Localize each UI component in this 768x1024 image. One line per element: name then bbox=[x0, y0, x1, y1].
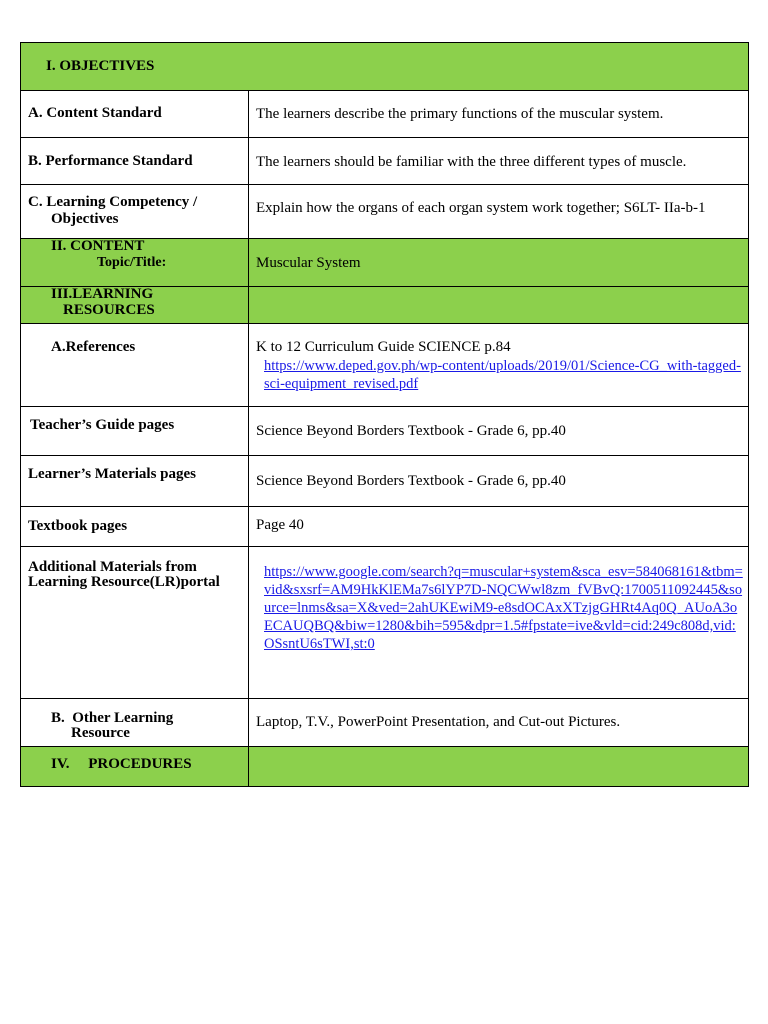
other-resource-label-line1: B. Other Learning bbox=[51, 710, 174, 726]
content-label: II. CONTENT bbox=[51, 238, 145, 254]
procedures-label: IV. PROCEDURES bbox=[51, 756, 192, 772]
content-row bbox=[21, 239, 749, 287]
additional-materials-link[interactable]: https://www.google.com/search?q=muscular+system&sca_esv=584068161&tbm=vid&sxsrf=AM9HkKlEMa7s6lYP7D-NQCWwl8zm_fVBvQ:1700511092445&source=lnms&sa=X&ved=2ahUKEwiM9-e8sdOCAxXTzjgGHRt4Aq0Q_AUoA3oECAUQBQ&biw=1280&bih=595&dpr=1.5#fpstate=ive&vld=cid:249c808d,vid:OSsntU6sTWI,st:0 bbox=[264, 564, 743, 652]
textbook-row bbox=[21, 507, 749, 547]
topic-title-value: Muscular System bbox=[256, 255, 361, 271]
references-row bbox=[21, 324, 749, 407]
learners-materials-value: Science Beyond Borders Textbook - Grade 6, pp.40 bbox=[256, 473, 566, 489]
objectives-label: I. OBJECTIVES bbox=[46, 58, 155, 74]
additional-materials-label-line1: Additional Materials from bbox=[28, 559, 197, 575]
learners-materials-label: Learner’s Materials pages bbox=[28, 466, 197, 482]
learning-resources-row bbox=[21, 287, 749, 324]
additional-materials-label-line2: Learning Resource(LR)portal bbox=[28, 574, 220, 590]
lesson-plan-table bbox=[20, 42, 749, 787]
learning-competency-value: Explain how the organs of each organ system work together; S6LT- IIa-b-1 bbox=[256, 200, 706, 216]
teachers-guide-label: Teacher’s Guide pages bbox=[30, 417, 175, 433]
objectives-header-row bbox=[21, 43, 749, 91]
learning-competency-label-line1: C. Learning Competency / bbox=[28, 194, 198, 210]
teachers-guide-value: Science Beyond Borders Textbook - Grade 6, pp.40 bbox=[256, 423, 566, 439]
learning-resources-label-line1: III.LEARNING bbox=[51, 286, 154, 302]
curriculum-guide-link[interactable]: https://www.deped.gov.ph/wp-content/uploads/2019/01/Science-CG_with-tagged-sci-equipment_revised.pdf bbox=[264, 358, 741, 392]
learning-competency-row bbox=[21, 185, 749, 239]
procedures-row bbox=[21, 747, 749, 787]
performance-standard-label: B. Performance Standard bbox=[28, 153, 193, 169]
textbook-value: Page 40 bbox=[256, 517, 304, 533]
content-standard-row bbox=[21, 91, 749, 138]
textbook-label: Textbook pages bbox=[28, 518, 128, 534]
other-resource-label-line2: Resource bbox=[71, 725, 130, 741]
topic-title-label: Topic/Title: bbox=[97, 255, 167, 270]
other-resource-value: Laptop, T.V., PowerPoint Presentation, and Cut-out Pictures. bbox=[256, 714, 621, 730]
teachers-guide-row bbox=[21, 407, 749, 456]
objectives-header-cell bbox=[21, 43, 749, 91]
performance-standard-value: The learners should be familiar with the three different types of muscle. bbox=[256, 154, 687, 170]
references-value: K to 12 Curriculum Guide SCIENCE p.84 bbox=[256, 339, 511, 355]
learning-resources-label-line2: RESOURCES bbox=[63, 302, 155, 318]
additional-materials-row bbox=[21, 547, 749, 699]
content-standard-value: The learners describe the primary functions of the muscular system. bbox=[256, 106, 664, 122]
performance-standard-row bbox=[21, 138, 749, 185]
learning-competency-label-line2: Objectives bbox=[51, 211, 119, 227]
content-standard-label: A. Content Standard bbox=[28, 105, 162, 121]
references-label: A.References bbox=[51, 339, 136, 355]
learners-materials-row bbox=[21, 456, 749, 507]
other-resource-row bbox=[21, 699, 749, 747]
